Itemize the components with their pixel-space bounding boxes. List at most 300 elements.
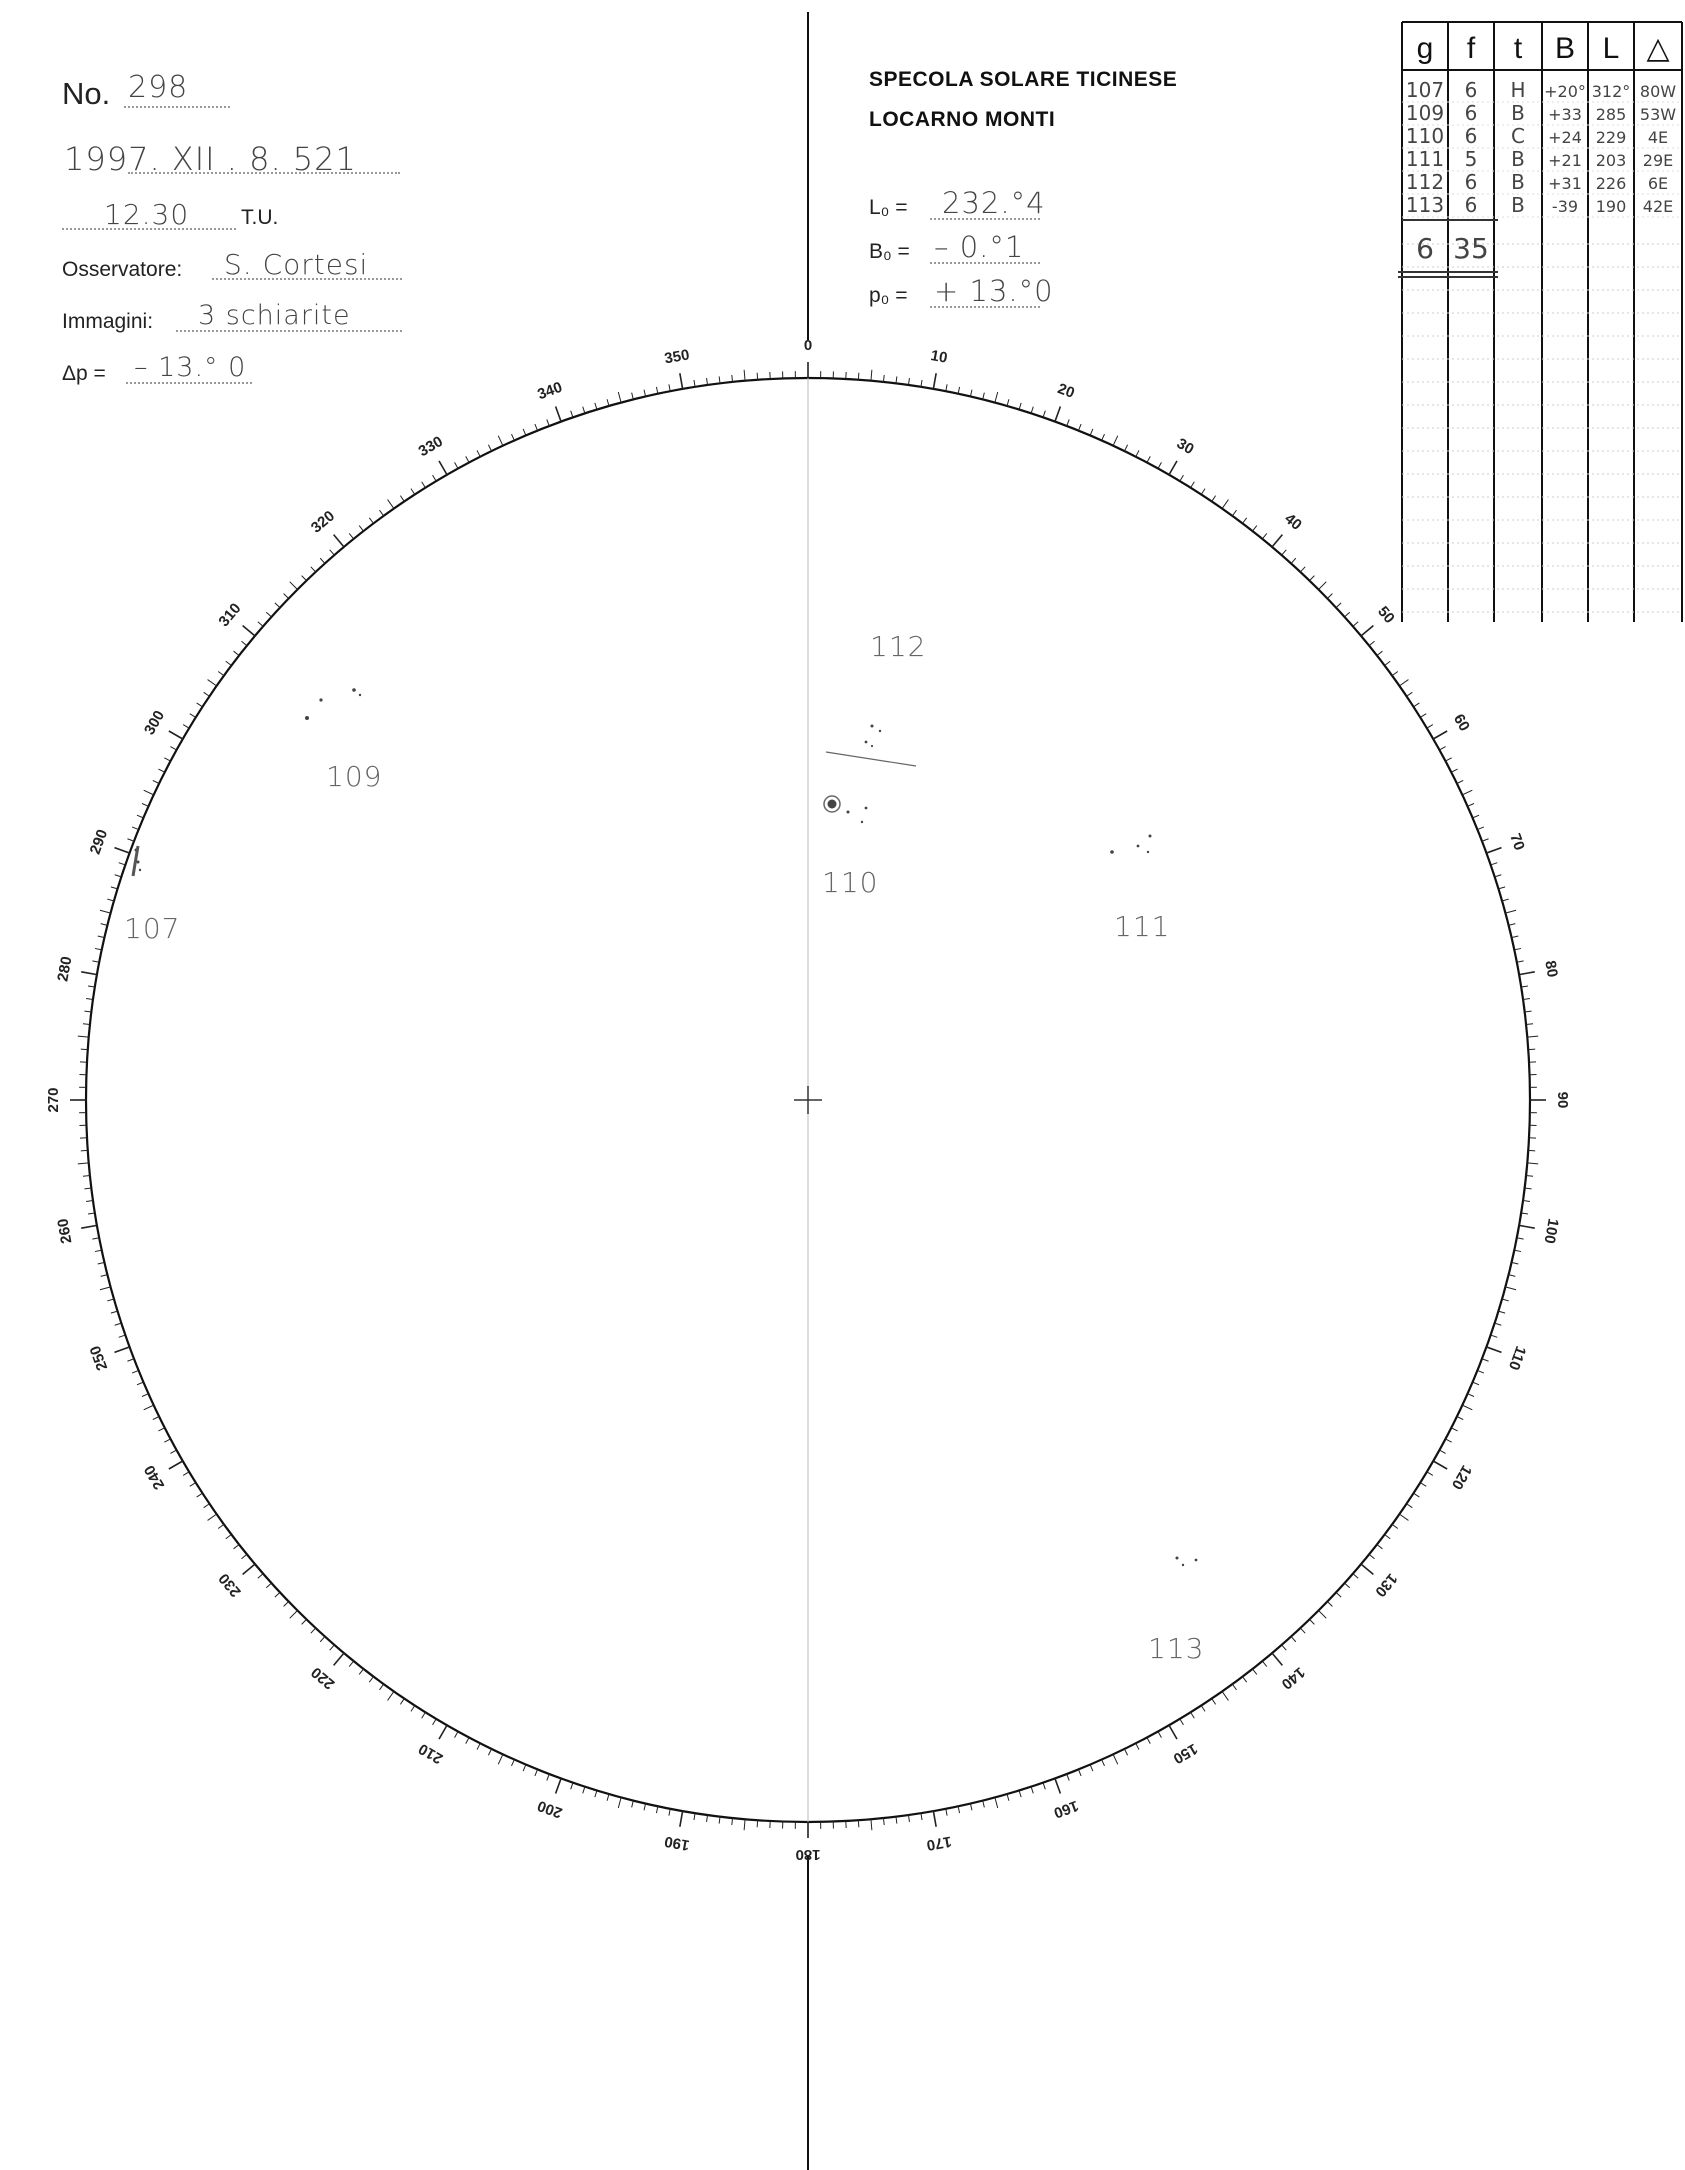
scale-tick	[1327, 594, 1332, 599]
scale-tick	[571, 1783, 573, 1790]
scale-tick	[707, 378, 708, 385]
scale-tick	[1514, 1250, 1521, 1251]
scale-tick	[1222, 500, 1228, 509]
time-unit: T.U.	[241, 206, 279, 229]
scale-tick	[644, 390, 646, 397]
scale-tick	[1514, 948, 1521, 949]
sunspot-dot	[319, 698, 322, 701]
scale-tick	[477, 450, 480, 456]
scale-tick	[1007, 399, 1009, 406]
scale-tick	[1282, 550, 1287, 555]
scale-tick	[83, 1175, 90, 1176]
scale-tick	[694, 1813, 695, 1820]
scale-tick	[669, 384, 670, 391]
scale-tick	[1055, 1778, 1060, 1793]
scale-tick	[607, 1794, 609, 1801]
scale-tick	[523, 429, 526, 435]
scale-tick	[535, 424, 538, 430]
scale-tick	[275, 1592, 280, 1597]
scale-tick	[995, 392, 998, 403]
scale-tick	[311, 1628, 316, 1633]
scale-tick	[1369, 1554, 1374, 1558]
scale-tick	[1212, 496, 1216, 502]
p0-label: p₀ =	[869, 284, 908, 307]
table-cell: C	[1511, 124, 1525, 148]
table-header-cell: B	[1554, 32, 1576, 65]
sunspot-marker-line	[826, 752, 916, 766]
scale-label: 160	[1051, 1796, 1081, 1822]
scale-tick	[1526, 1175, 1533, 1176]
scale-tick	[970, 390, 972, 397]
scale-tick	[1399, 1514, 1408, 1520]
scale-tick	[1445, 758, 1451, 761]
images-label: Immagini:	[62, 310, 154, 333]
scale-tick	[1521, 986, 1528, 987]
scale-label: 290	[86, 827, 112, 857]
table-cell: B	[1511, 147, 1525, 171]
scale-tick	[1243, 518, 1247, 524]
scale-tick	[1067, 419, 1070, 426]
sunspot-table	[1398, 22, 1682, 622]
scale-tick	[330, 550, 335, 555]
table-cell: B	[1511, 193, 1525, 217]
scale-tick	[302, 576, 307, 581]
scale-tick	[334, 1653, 344, 1665]
group-label: 112	[870, 630, 927, 663]
scale-tick	[101, 1275, 108, 1277]
table-header-cell: f	[1466, 32, 1476, 65]
scale-label: 350	[663, 346, 691, 368]
scale-tick	[98, 936, 105, 938]
scale-tick	[92, 1238, 99, 1239]
scale-label: 200	[535, 1796, 565, 1822]
scale-tick	[400, 1699, 404, 1705]
scale-tick	[1457, 1417, 1463, 1420]
scale-tick	[183, 1472, 189, 1476]
scale-tick	[132, 1370, 138, 1373]
scale-tick	[1055, 407, 1060, 422]
sunspot-dot	[1195, 1559, 1198, 1562]
scale-tick	[1310, 576, 1315, 581]
scale-tick	[284, 594, 289, 599]
scale-tick	[871, 1819, 872, 1830]
scale-tick	[1491, 863, 1498, 865]
solar-disk	[86, 378, 1530, 1822]
scale-tick	[1019, 403, 1021, 410]
group-label: 107	[124, 912, 181, 945]
scale-label: 300	[140, 707, 169, 738]
table-cell: 6	[1464, 193, 1478, 217]
scale-tick	[241, 1554, 246, 1558]
scale-tick	[284, 1602, 289, 1607]
scale-label: 0	[803, 336, 813, 354]
scale-label: 280	[54, 955, 76, 983]
scale-tick	[983, 393, 985, 400]
scale-tick	[334, 535, 344, 547]
scale-tick	[197, 703, 203, 707]
dp-value: – 13.° 0	[134, 352, 247, 383]
number-label: No.	[62, 76, 111, 111]
scale-label: 60	[1449, 711, 1473, 735]
scale-tick	[1505, 1287, 1516, 1290]
scale-tick	[170, 1450, 176, 1453]
scale-tick	[1462, 1405, 1472, 1410]
scale-tick	[1345, 612, 1350, 617]
scale-tick	[1007, 1794, 1009, 1801]
scale-tick	[933, 373, 936, 389]
scale-tick	[100, 1287, 111, 1290]
scale-tick	[1502, 1299, 1509, 1301]
scale-label: 220	[307, 1663, 339, 1693]
scale-tick	[258, 1574, 263, 1579]
scale-tick	[1477, 1370, 1483, 1373]
scale-tick	[1353, 1574, 1358, 1579]
scale-tick	[908, 1815, 909, 1822]
scale-tick	[732, 1818, 733, 1825]
scale-tick	[547, 419, 550, 426]
scale-tick	[1385, 661, 1391, 665]
scale-tick	[1102, 434, 1105, 440]
scale-tick	[311, 567, 316, 572]
scale-tick	[107, 1299, 114, 1301]
scale-tick	[1291, 1637, 1296, 1642]
table-cell: 4E	[1647, 128, 1669, 147]
scale-tick	[111, 887, 118, 889]
scale-tick	[1495, 1323, 1502, 1325]
scale-tick	[144, 790, 154, 795]
scale-tick	[1462, 790, 1472, 795]
scale-tick	[1291, 558, 1296, 563]
scale-label: 230	[215, 1569, 245, 1601]
scale-tick	[1180, 1719, 1184, 1725]
scale-tick	[218, 1524, 224, 1528]
scale-label: 130	[1371, 1569, 1401, 1601]
scale-tick	[556, 1778, 561, 1793]
scale-tick	[84, 1188, 91, 1189]
scale-tick	[921, 380, 922, 387]
table-header-cell: △	[1646, 32, 1670, 65]
scale-tick	[1519, 1225, 1535, 1228]
scale-tick	[1232, 510, 1236, 516]
scale-label: 250	[86, 1343, 112, 1373]
scale-tick	[158, 1428, 164, 1431]
observer-label: Osservatore:	[62, 258, 183, 281]
scale-tick	[583, 1787, 585, 1794]
group-label: 111	[1114, 910, 1171, 943]
table-cell: 203	[1595, 151, 1627, 170]
table-cell: +21	[1548, 151, 1582, 170]
scale-label: 210	[415, 1739, 446, 1768]
scale-tick	[234, 651, 240, 655]
scale-tick	[359, 1669, 363, 1675]
table-cell: 6	[1464, 124, 1478, 148]
scale-tick	[218, 672, 224, 676]
scale-tick	[719, 376, 720, 383]
institution-location: LOCARNO MONTI	[869, 108, 1056, 131]
scale-tick	[1090, 429, 1093, 435]
scale-tick	[119, 863, 126, 865]
scale-tick	[142, 1394, 148, 1397]
scale-tick	[1078, 424, 1081, 430]
scale-tick	[1102, 1760, 1105, 1766]
table-cell: H	[1510, 78, 1526, 102]
sunspot-dot	[1137, 845, 1140, 848]
scale-tick	[1147, 456, 1150, 462]
scale-tick	[1511, 1262, 1518, 1264]
scale-tick	[607, 399, 609, 406]
scale-tick	[1482, 839, 1489, 842]
table-cell: 229	[1595, 128, 1627, 147]
dp-label: Δp =	[62, 362, 106, 385]
scale-tick	[970, 1803, 972, 1810]
observer-value: S. Cortesi	[224, 248, 369, 281]
scale-tick	[183, 725, 189, 729]
scale-tick	[1125, 445, 1128, 451]
scale-tick	[1319, 1611, 1327, 1619]
sunspot-dot	[865, 807, 868, 810]
scale-tick	[1019, 1790, 1021, 1797]
scale-tick	[1201, 489, 1205, 495]
scale-tick	[595, 403, 597, 410]
table-cell: 42E	[1642, 197, 1674, 216]
sunspot-dot	[861, 821, 863, 823]
table-cell: -39	[1551, 197, 1579, 216]
scale-tick	[511, 434, 514, 440]
scale-tick	[1427, 725, 1433, 729]
scale-tick	[81, 972, 97, 975]
scale-tick	[1433, 1461, 1447, 1469]
scale-tick	[95, 1250, 102, 1251]
scale-label: 190	[663, 1832, 691, 1854]
scale-tick	[190, 1483, 196, 1487]
table-cell: 29E	[1642, 151, 1674, 170]
scale-tick	[896, 376, 897, 383]
scale-tick	[1468, 1394, 1474, 1397]
scale-tick	[243, 1564, 255, 1574]
scale-tick	[921, 1813, 922, 1820]
scale-tick	[411, 489, 415, 495]
scale-tick	[958, 1806, 959, 1813]
scale-tick	[1407, 1504, 1413, 1508]
scale-tick	[369, 1677, 373, 1683]
scale-tick	[190, 714, 196, 718]
scale-tick	[1495, 875, 1502, 877]
scale-tick	[388, 1691, 394, 1700]
scale-tick	[1482, 1359, 1489, 1362]
table-total-cell: 35	[1453, 232, 1489, 265]
scale-tick	[275, 603, 280, 608]
scale-tick	[455, 1731, 458, 1737]
images-value: 3 schiarite	[198, 300, 351, 331]
scale-tick	[86, 1200, 93, 1201]
scale-label: 10	[929, 347, 949, 367]
scale-label: 260	[54, 1217, 76, 1245]
scale-label: 30	[1173, 435, 1197, 459]
scale-tick	[243, 626, 255, 636]
table-header-cell: t	[1513, 32, 1523, 65]
scale-tick	[1377, 1545, 1383, 1549]
scale-tick	[883, 1818, 884, 1825]
scale-tick	[1262, 533, 1266, 538]
table-cell: 109	[1405, 101, 1445, 125]
scale-tick	[618, 1797, 621, 1808]
scale-tick	[1031, 1787, 1033, 1794]
scale-tick	[498, 436, 503, 446]
scale-tick	[1517, 1238, 1524, 1239]
scale-tick	[595, 1790, 597, 1797]
scale-tick	[1468, 803, 1474, 806]
sunspot-dot	[1182, 1564, 1184, 1566]
scale-tick	[669, 1809, 670, 1816]
scale-tick	[101, 924, 108, 926]
scale-tick	[1420, 714, 1426, 718]
scale-tick	[1399, 680, 1408, 686]
table-cell: 226	[1595, 174, 1627, 193]
scale-tick	[618, 392, 621, 403]
scale-tick	[226, 661, 232, 665]
scale-tick	[153, 780, 159, 783]
table-cell: B	[1511, 101, 1525, 125]
scale-tick	[1300, 567, 1305, 572]
scale-tick	[1272, 1653, 1282, 1665]
sunspot-dot	[305, 716, 309, 720]
sunspot-drawings	[133, 688, 1197, 1566]
scale-tick	[946, 384, 947, 391]
scale-tick	[92, 961, 99, 962]
scale-tick	[1253, 526, 1257, 532]
scale-tick	[115, 848, 130, 853]
scale-tick	[1113, 436, 1118, 446]
scale-tick	[204, 1504, 210, 1508]
scale-tick	[1526, 1024, 1533, 1025]
scale-label: 330	[415, 432, 446, 461]
scale-tick	[1201, 1706, 1205, 1712]
scale-tick	[1473, 1382, 1479, 1385]
scale-tick	[290, 1611, 298, 1619]
scale-tick	[547, 1774, 550, 1781]
scale-tick	[380, 1684, 384, 1690]
table-cell: +24	[1548, 128, 1582, 147]
scale-tick	[197, 1493, 203, 1497]
table-cell: +33	[1548, 105, 1582, 124]
scale-label: 100	[1540, 1217, 1562, 1245]
scale-tick	[1414, 703, 1420, 707]
scale-tick	[115, 1323, 122, 1325]
scale-tick	[1502, 899, 1509, 901]
scale-tick	[1319, 582, 1327, 590]
group-labels	[124, 630, 1204, 1665]
scale-label: 150	[1170, 1739, 1201, 1768]
scale-tick	[144, 1405, 154, 1410]
scale-tick	[78, 1163, 89, 1164]
scale-tick	[1525, 1188, 1532, 1189]
scale-tick	[1509, 924, 1516, 926]
scale-tick	[1407, 692, 1413, 696]
scale-tick	[1212, 1699, 1216, 1705]
scale-tick	[523, 1765, 526, 1771]
scale-tick	[1169, 461, 1177, 475]
table-cell: 6	[1464, 170, 1478, 194]
scale-tick	[266, 612, 271, 617]
sunspot-dot	[879, 730, 881, 732]
scale-label: 240	[140, 1462, 169, 1493]
scale-label: 310	[215, 599, 245, 631]
scale-tick	[1180, 475, 1184, 481]
scale-tick	[88, 1213, 95, 1214]
scale-tick	[1125, 1749, 1128, 1755]
scale-tick	[127, 1359, 134, 1362]
scale-tick	[1451, 1428, 1457, 1431]
scale-tick	[137, 815, 143, 818]
table-cell: 112	[1405, 170, 1445, 194]
scale-tick	[1527, 1036, 1538, 1037]
l0-label: L₀ =	[869, 196, 908, 219]
scale-tick	[488, 445, 491, 451]
scale-tick	[349, 533, 353, 538]
scale-label: 340	[535, 378, 565, 404]
scale-tick	[1525, 1011, 1532, 1012]
scale-tick	[1505, 910, 1516, 913]
scale-label: 270	[44, 1087, 62, 1113]
scale-tick	[98, 1262, 105, 1264]
scale-tick	[1486, 848, 1501, 853]
scale-tick	[656, 387, 657, 394]
scale-tick	[871, 370, 872, 381]
scale-tick	[1191, 482, 1195, 488]
scale-tick	[455, 462, 458, 468]
scale-tick	[1491, 1335, 1498, 1337]
scale-tick	[1158, 1731, 1161, 1737]
scale-tick	[680, 1811, 683, 1827]
scale-tick	[241, 641, 246, 645]
scale-tick	[111, 1311, 118, 1313]
scale-tick	[1385, 1535, 1391, 1539]
scale-label: 80	[1541, 959, 1561, 979]
scale-tick	[1517, 961, 1524, 962]
scale-tick	[466, 456, 469, 462]
scale-tick	[330, 1645, 335, 1650]
group-label: 109	[326, 760, 383, 793]
table-cell: 53W	[1639, 105, 1677, 124]
scale-tick	[1136, 450, 1139, 456]
scale-tick	[535, 1769, 538, 1775]
scale-tick	[433, 475, 437, 481]
scale-tick	[1392, 672, 1398, 676]
table-cell: 312°	[1591, 82, 1631, 101]
scale-tick	[153, 1417, 159, 1420]
scale-tick	[1272, 535, 1282, 547]
sunspot-dot	[871, 725, 874, 728]
scale-tick	[170, 747, 176, 750]
scale-tick	[511, 1760, 514, 1766]
scale-tick	[359, 526, 363, 532]
scale-tick	[439, 461, 447, 475]
scale-tick	[1336, 1592, 1341, 1597]
scale-tick	[115, 1347, 130, 1352]
scale-tick	[169, 731, 183, 739]
table-cell: 107	[1405, 78, 1445, 102]
scale-tick	[1511, 936, 1518, 938]
scale-tick	[744, 1819, 745, 1830]
time-value: 12.30	[104, 198, 190, 231]
sunspot-dot	[865, 741, 868, 744]
scale-tick	[1090, 1765, 1093, 1771]
scale-tick	[656, 1806, 657, 1813]
scale-tick	[707, 1815, 708, 1822]
table-header-cell: g	[1416, 32, 1434, 65]
scale-tick	[411, 1706, 415, 1712]
scale-tick	[1310, 1619, 1315, 1624]
